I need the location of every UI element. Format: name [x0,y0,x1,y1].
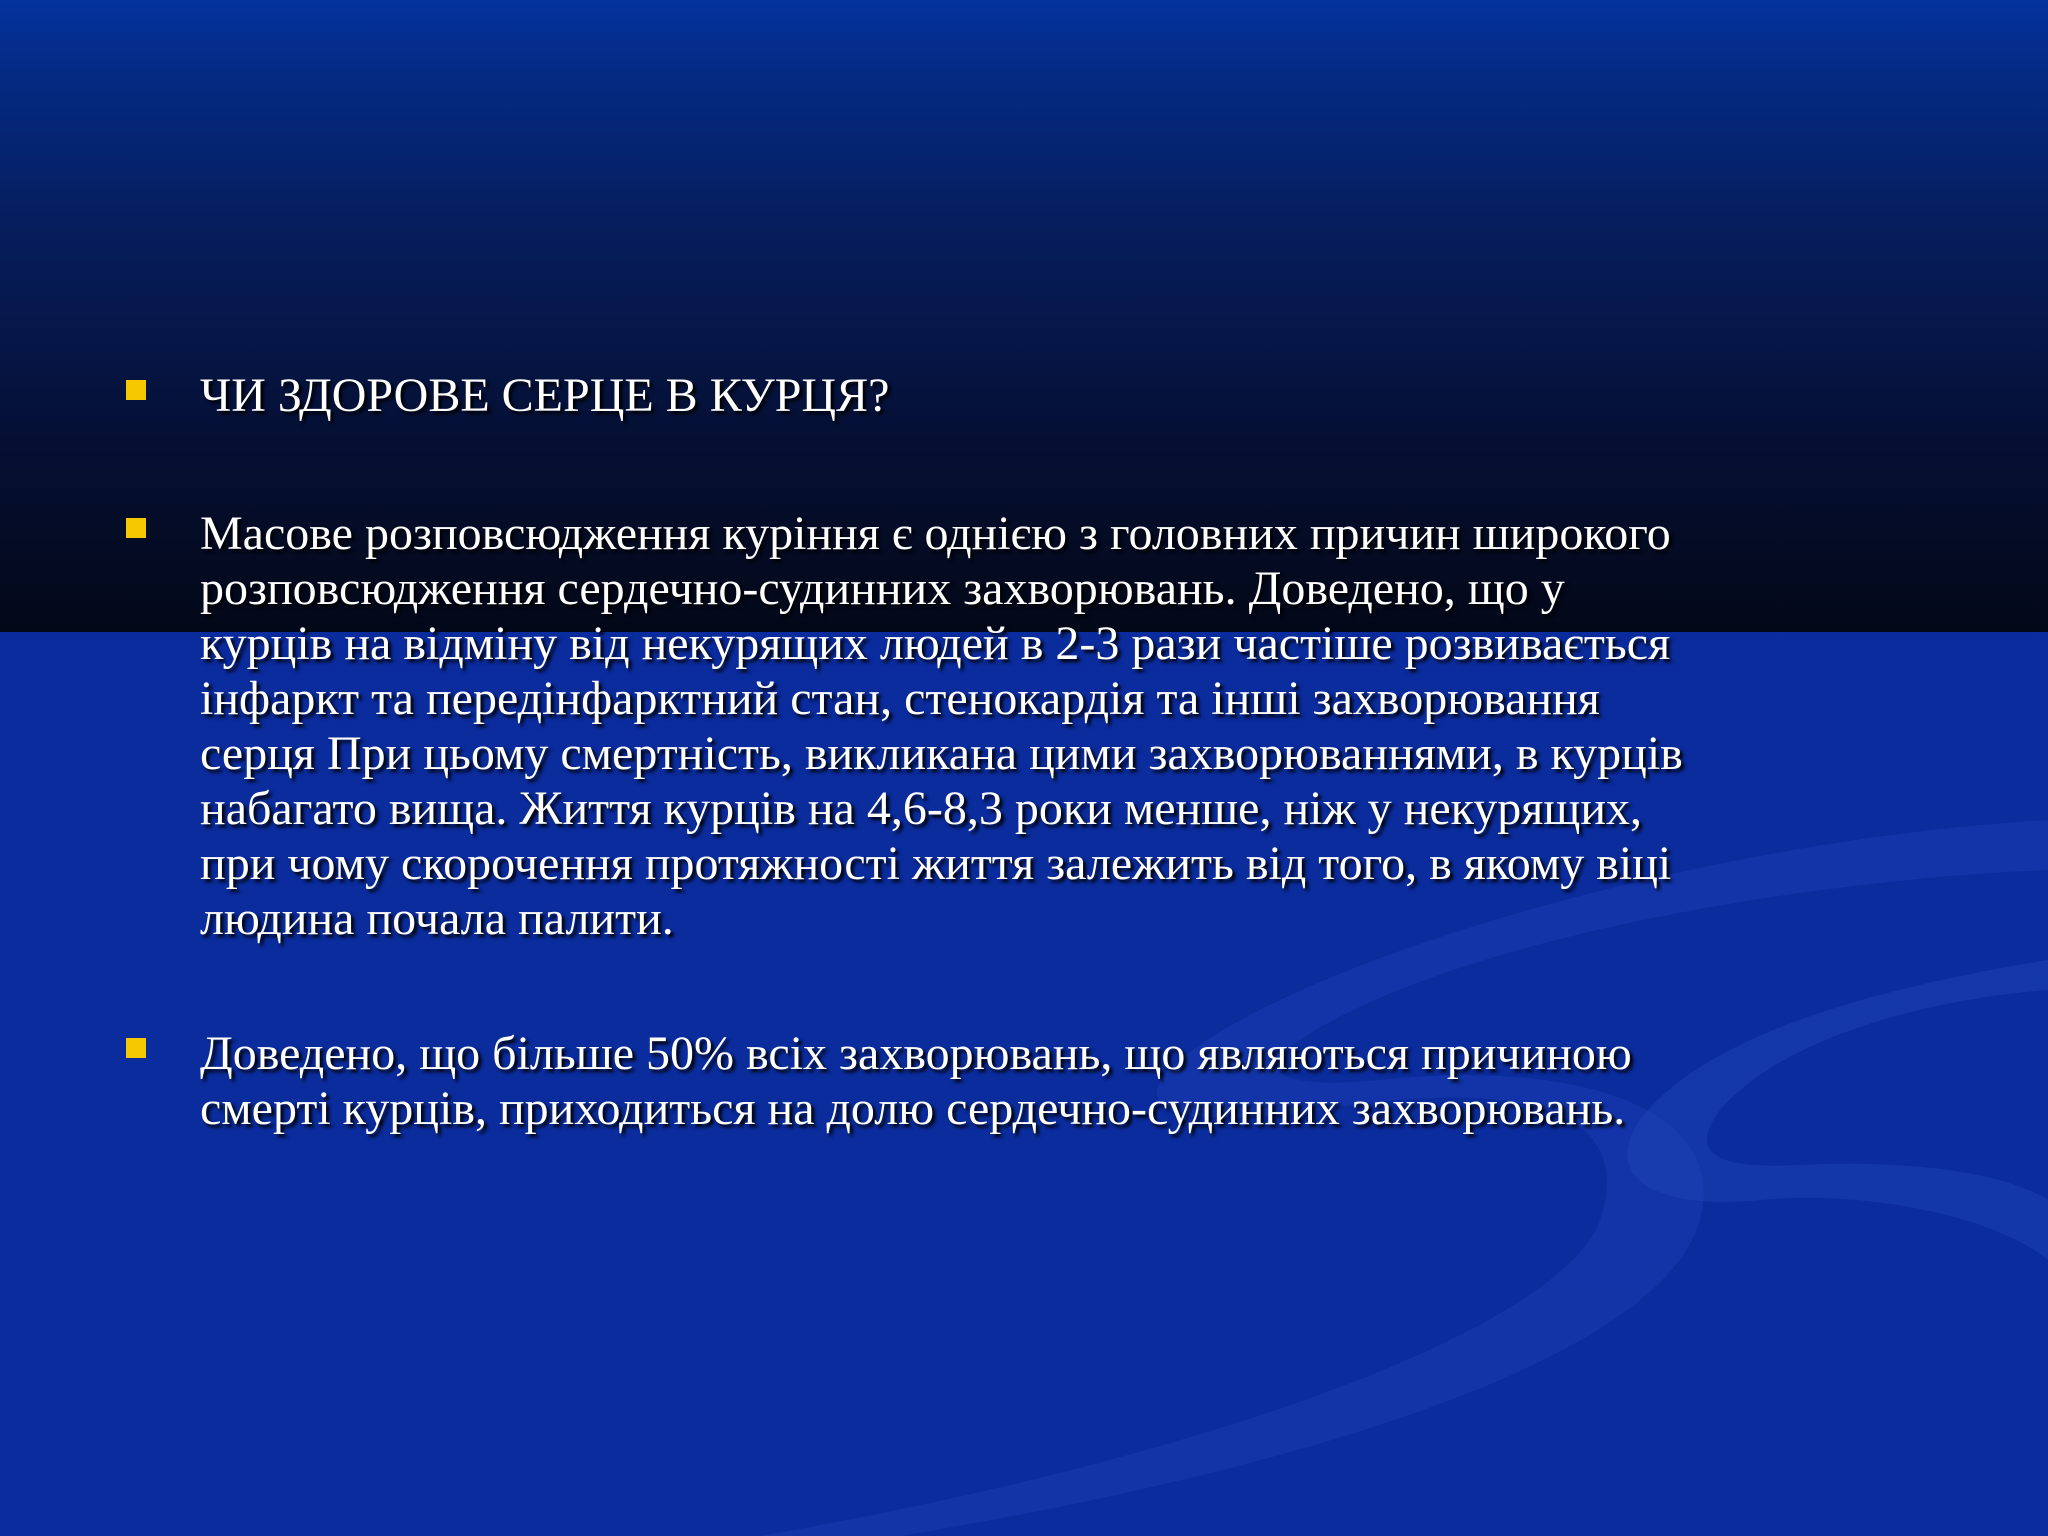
bullet-text: Масове розповсюдження куріння є однією з головних причин широкого розповсюдження сердечно-судинних захворювань. Доведено, що у курців на відміну від некурящих людей в 2-3 рази частіше розвивається інфаркт та передінфарктний стан, стенокардія та інші захворювання серця При цьому смертність, викликана цими захворюваннями, в курців набагато вища. Життя курців на 4,6-8,3 роки менше, ніж у некурящих, при чому скорочення протяжності життя залежить від того, в якому віці людина почала палити. [200,507,1683,945]
bullet-marker [126,1038,146,1058]
bullet-marker [126,380,146,400]
bullet-text: Доведено, що більше 50% всіх захворювань, що являються причиною смерті курців, приходиться на долю сердечно-судинних захворювань. [200,1027,1632,1135]
bullet-marker [126,518,146,538]
bullet-text: ЧИ ЗДОРОВЕ СЕРЦЕ В КУРЦЯ? [200,369,890,422]
